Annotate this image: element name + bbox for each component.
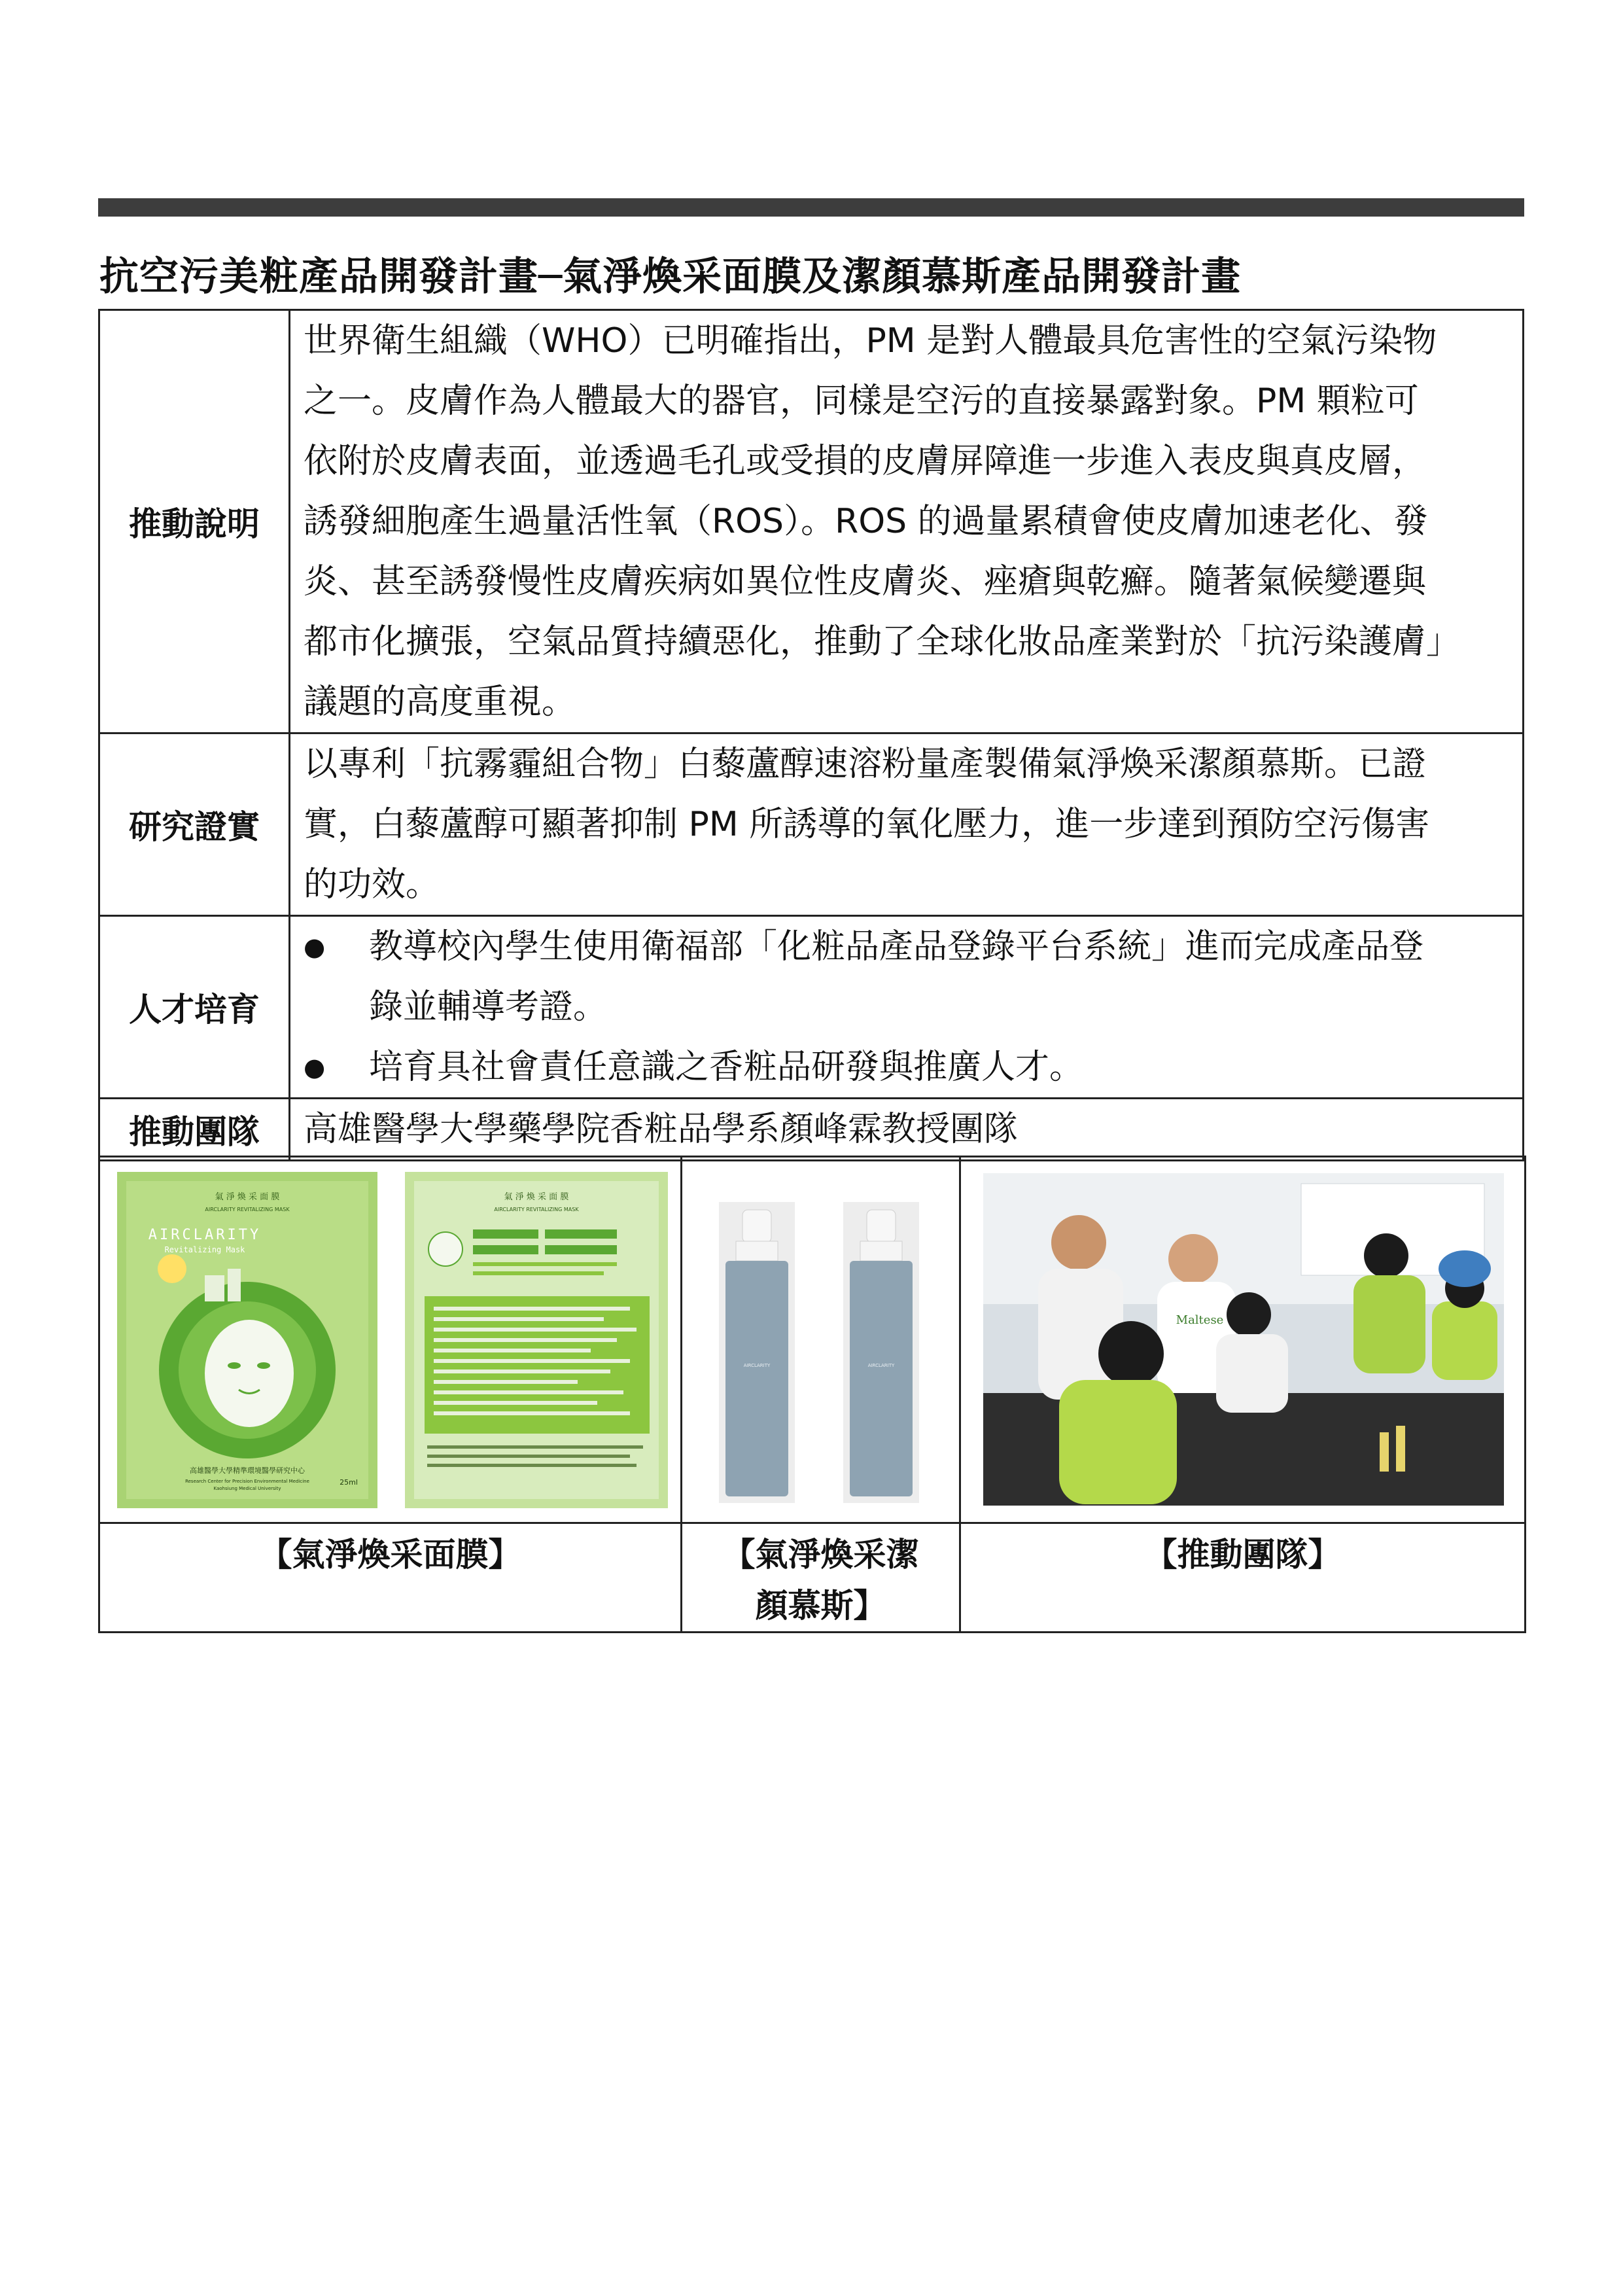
research-evidence bbox=[290, 733, 1524, 916]
text-line: 教導校內學生使用衛福部「化粧品產品登錄平台系統」進而完成產品登 bbox=[369, 927, 1424, 966]
row-label: 人才培育 bbox=[99, 916, 290, 1099]
page-title: 抗空污美粧產品開發計畫─氣淨煥采面膜及潔顏慕斯產品開發計畫 bbox=[99, 254, 1242, 300]
caption-text: 【推動團隊】 bbox=[1144, 1536, 1341, 1574]
foam-bottle bbox=[719, 1202, 795, 1503]
row-label: 推動團隊 bbox=[99, 1099, 290, 1161]
caption-text: 【氣淨煥采面膜】 bbox=[259, 1536, 521, 1574]
text-line: 培育具社會責任意識之香粧品研發與推廣人才。 bbox=[369, 1048, 1084, 1087]
mask-package-back bbox=[405, 1172, 668, 1508]
table-row bbox=[99, 733, 1524, 916]
foam-bottle bbox=[843, 1202, 919, 1503]
text-line: 世界衛生組織（WHO）已明確指出，PM 是對人體最具危害性的空氣污染物 bbox=[304, 321, 1437, 361]
mask-footer-en1: Research Center for Precision Environmental Medicine bbox=[185, 1479, 309, 1484]
team-photo bbox=[961, 1157, 1526, 1522]
mask-size: 25ml bbox=[340, 1478, 358, 1487]
mask-footer-cn: 高雄醫學大學精準環境醫學研究中心 bbox=[190, 1466, 305, 1475]
team-caption bbox=[960, 1523, 1526, 1633]
row-label: 推動說明 bbox=[99, 310, 290, 733]
talent-cultivation bbox=[290, 916, 1524, 1099]
mask-back-brand-en-small: AIRCLARITY REVITALIZING MASK bbox=[494, 1207, 579, 1212]
row-label: 研究證實 bbox=[99, 733, 290, 916]
text-line: 議題的高度重視。 bbox=[304, 682, 576, 722]
team-name: 高雄醫學大學藥學院香粧品學系顏峰霖教授團隊 bbox=[290, 1099, 1524, 1161]
text-line: 實，白藜蘆醇可顯著抑制 PM 所誘導的氧化壓力，進一步達到預防空污傷害 bbox=[304, 805, 1430, 844]
text-line: 都市化擴張，空氣品質持續惡化，推動了全球化妝品產業對於「抗污染護膚」 bbox=[304, 622, 1461, 662]
caption-text: 【氣淨煥采潔 bbox=[722, 1536, 919, 1574]
team-photo-cell bbox=[960, 1157, 1526, 1523]
bottle-label: AIRCLARITY bbox=[867, 1363, 895, 1368]
bullet-item bbox=[304, 1037, 1509, 1097]
caption-row bbox=[99, 1523, 1526, 1633]
caption-text: 顏慕斯】 bbox=[755, 1587, 886, 1625]
text-line: 錄並輔導考證。 bbox=[369, 987, 608, 1027]
promotion-description bbox=[290, 310, 1524, 733]
mask-images bbox=[100, 1157, 682, 1522]
text-line: 之一。皮膚作為人體最大的器官，同樣是空污的直接暴露對象。PM 顆粒可 bbox=[304, 381, 1419, 421]
table-row bbox=[99, 916, 1524, 1099]
text-line: 以專利「抗霧霾組合物」白藜蘆醇速溶粉量產製備氣淨煥采潔顏慕斯。已證 bbox=[304, 745, 1427, 784]
mask-sub: Revitalizing Mask bbox=[164, 1245, 245, 1254]
mask-brand-cn: 氣 淨 煥 采 面 膜 bbox=[215, 1192, 280, 1202]
bullet-icon: ● bbox=[304, 932, 326, 961]
mask-photo-cell bbox=[99, 1157, 682, 1523]
mask-footer-en2: Kaohsiung Medical University bbox=[213, 1486, 281, 1491]
table-row bbox=[99, 310, 1524, 733]
mousse-caption bbox=[682, 1523, 960, 1633]
bullet-icon: ● bbox=[304, 1053, 326, 1082]
table-row bbox=[99, 1157, 1526, 1523]
text-line: 的功效。 bbox=[304, 865, 440, 904]
photo-table bbox=[98, 1156, 1526, 1633]
mask-brand: AIRCLARITY bbox=[148, 1227, 262, 1243]
bottle-label: AIRCLARITY bbox=[743, 1363, 771, 1368]
bullet-item bbox=[304, 917, 1509, 1037]
table-row bbox=[99, 1099, 1524, 1161]
mousse-bottles-image bbox=[682, 1157, 961, 1522]
top-rule bbox=[98, 198, 1524, 217]
mask-back-brand-cn: 氣 淨 煥 采 面 膜 bbox=[504, 1192, 569, 1202]
mask-caption bbox=[99, 1523, 682, 1633]
team-shirt-text: Maltese bbox=[1176, 1313, 1224, 1327]
text-line: 依附於皮膚表面，並透過毛孔或受損的皮膚屏障進一步進入表皮與真皮層， bbox=[304, 442, 1427, 481]
mousse-photo-cell bbox=[682, 1157, 960, 1523]
project-info-table bbox=[98, 309, 1524, 1161]
mask-brand-en-small: AIRCLARITY REVITALIZING MASK bbox=[205, 1207, 290, 1212]
mask-package-front bbox=[117, 1172, 377, 1508]
text-line: 誘發細胞產生過量活性氧（ROS）。ROS 的過量累積會使皮膚加速老化、發 bbox=[304, 502, 1428, 541]
text-line: 炎、甚至誘發慢性皮膚疾病如異位性皮膚炎、痤瘡與乾癬。隨著氣候變遷與 bbox=[304, 562, 1427, 601]
